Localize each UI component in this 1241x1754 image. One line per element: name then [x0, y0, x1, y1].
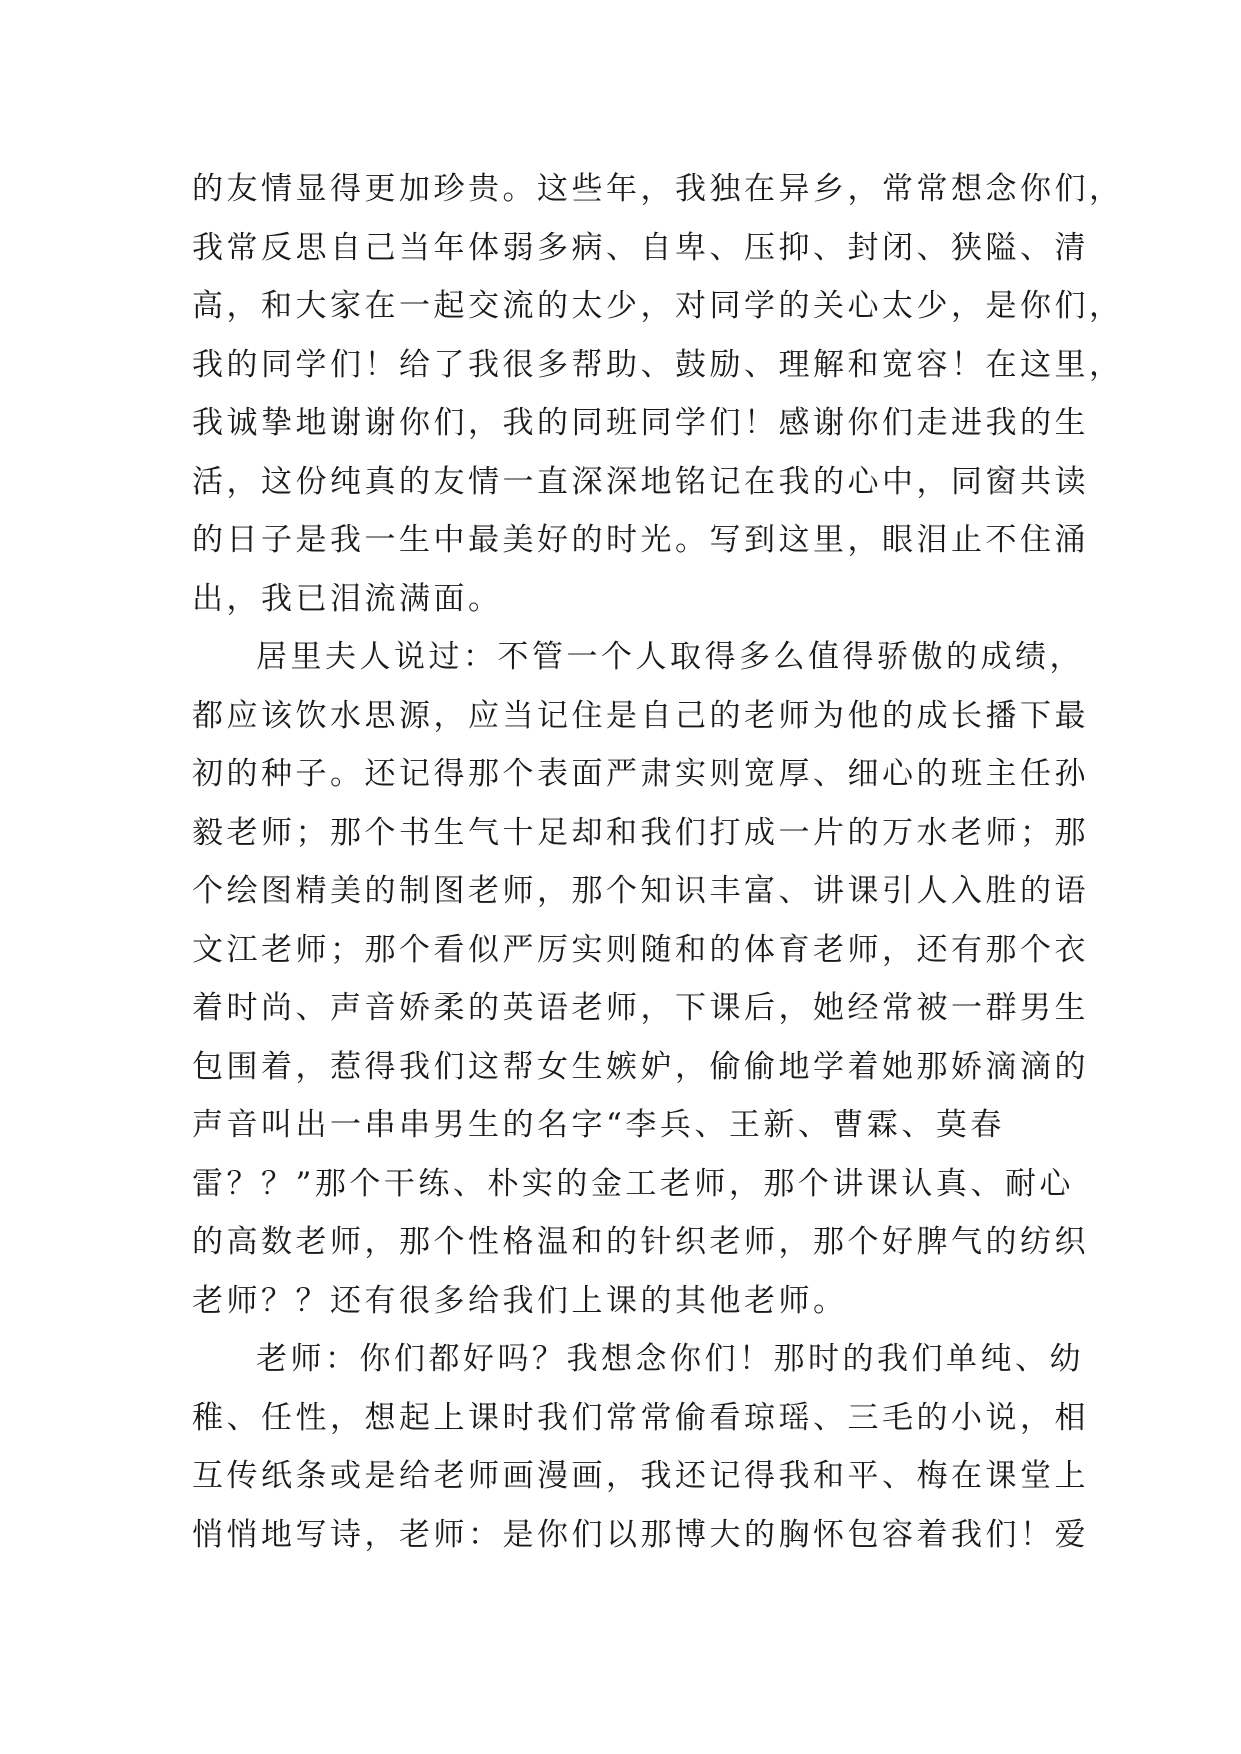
text-line: 的友情显得更加珍贵。这些年，我独在异乡，常常想念你们， — [192, 171, 1124, 207]
text-line: 出，我已泪流满面。 — [192, 580, 503, 617]
text-line: 都应该饮水思源，应当记住是自己的老师为他的成长播下最 — [192, 697, 1089, 734]
text-line: 的高数老师，那个性格温和的针织老师，那个好脾气的纺织 — [192, 1224, 1089, 1260]
text-line: 稚、任性，想起上课时我们常常偷看琼瑶、三毛的小说，相 — [192, 1399, 1089, 1436]
text-line: 初的种子。还记得那个表面严肃实则宽厚、细心的班主任孙 — [192, 756, 1089, 792]
body-text — [192, 160, 1124, 1564]
text-line: 毅老师；那个书生气十足却和我们打成一片的万水老师；那 — [192, 814, 1089, 851]
text-line: 老师？？还有很多给我们上课的其他老师。 — [192, 1282, 848, 1319]
text-line: 个绘图精美的制图老师，那个知识丰富、讲课引人入胜的语 — [192, 873, 1089, 909]
text-line: 的日子是我一生中最美好的时光。写到这里，眼泪止不住涌 — [192, 522, 1089, 558]
text-line: 着时尚、声音娇柔的英语老师，下课后，她经常被一群男生 — [192, 990, 1089, 1026]
text-line: 互传纸条或是给老师画漫画，我还记得我和平、梅在课堂上 — [192, 1458, 1089, 1494]
paragraph-first-line: 老师：你们都好吗？我想念你们！那时的我们单纯、幼 — [256, 1341, 1084, 1377]
text-line: 高，和大家在一起交流的太少，对同学的关心太少，是你们， — [192, 288, 1124, 324]
text-line: 活，这份纯真的友情一直深深地铭记在我的心中，同窗共读 — [192, 463, 1089, 500]
text-line: 悄悄地写诗，老师：是你们以那博大的胸怀包容着我们！爱 — [192, 1516, 1089, 1553]
text-line: 包围着，惹得我们这帮女生嫉妒，偷偷地学着她那娇滴滴的 — [192, 1048, 1089, 1085]
text-line: 我常反思自己当年体弱多病、自卑、压抑、封闭、狭隘、清 — [192, 229, 1089, 266]
text-line: 雷？？”那个干练、朴实的金工老师，那个讲课认真、耐心 — [192, 1165, 1074, 1202]
text-line: 我的同学们！给了我很多帮助、鼓励、理解和宽容！在这里， — [192, 346, 1124, 383]
text-line: 我诚挚地谢谢你们，我的同班同学们！感谢你们走进我的生 — [192, 405, 1089, 441]
paragraph-first-line: 居里夫人说过：不管一个人取得多么值得骄傲的成绩， — [256, 639, 1084, 675]
text-line: 声音叫出一串串男生的名字“李兵、王新、曹霖、莫春 — [192, 1107, 1005, 1143]
text-line: 文江老师；那个看似严厉实则随和的体育老师，还有那个衣 — [192, 931, 1089, 968]
